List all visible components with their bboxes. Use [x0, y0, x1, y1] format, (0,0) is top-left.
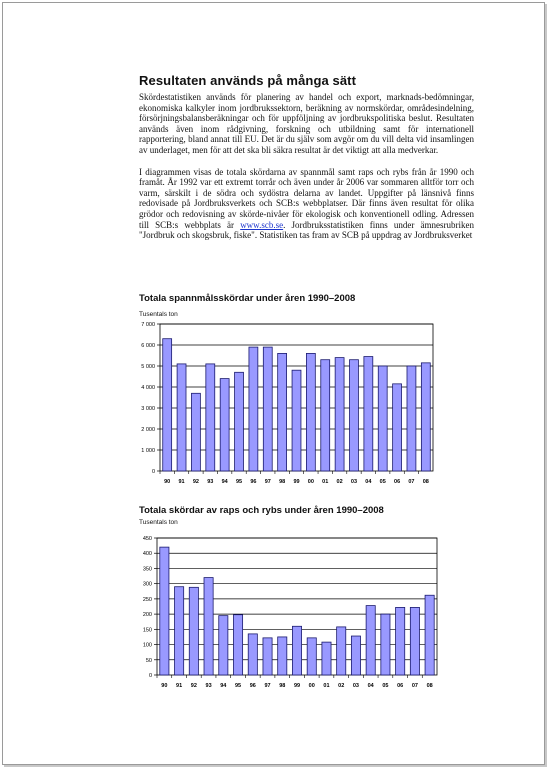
- y-tick-label: 150: [142, 627, 152, 634]
- x-tick-label-03: 03: [350, 479, 358, 485]
- bar-08: [421, 363, 430, 471]
- x-tick-label-05: 05: [379, 479, 386, 485]
- bar-03: [351, 636, 360, 675]
- bar-04: [366, 606, 375, 675]
- x-tick-label-93: 93: [207, 479, 214, 485]
- bar-08: [425, 595, 434, 675]
- y-tick-label: 2 000: [141, 427, 155, 433]
- x-tick-label-97: 97: [264, 683, 271, 689]
- y-tick-label: 0: [148, 673, 152, 679]
- bar-97: [263, 347, 272, 471]
- bar-05: [378, 366, 387, 471]
- bar-00: [307, 638, 316, 675]
- y-tick-label: 4 000: [141, 385, 155, 391]
- bar-05: [381, 614, 390, 675]
- x-tick-label-99: 99: [293, 683, 301, 689]
- bar-94: [220, 379, 229, 471]
- bar-90: [160, 547, 169, 675]
- x-tick-label-07: 07: [411, 683, 418, 689]
- bar-99: [292, 370, 301, 471]
- chart-unit-rapeseed: Tusentals ton: [139, 519, 178, 526]
- bar-91: [177, 364, 186, 471]
- bar-92: [191, 393, 200, 471]
- x-tick-label-06: 06: [394, 479, 401, 485]
- x-tick-label-92: 92: [192, 479, 199, 485]
- x-tick-label-91: 91: [176, 683, 183, 689]
- bar-01: [321, 360, 330, 471]
- x-tick-label-94: 94: [220, 683, 227, 689]
- x-tick-label-05: 05: [382, 683, 389, 689]
- x-tick-label-08: 08: [426, 683, 433, 689]
- x-tick-label-06: 06: [397, 683, 404, 689]
- y-tick-label: 200: [142, 612, 152, 619]
- x-tick-label-01: 01: [323, 683, 330, 689]
- bar-91: [175, 587, 184, 675]
- bar-03: [350, 360, 359, 471]
- y-tick-label: 350: [142, 566, 152, 573]
- document-heading: Resultaten används på många sätt: [139, 73, 357, 88]
- bar-06: [393, 384, 402, 471]
- bar-95: [235, 372, 244, 471]
- bar-92: [189, 587, 198, 675]
- bar-98: [278, 353, 287, 471]
- x-tick-label-01: 01: [322, 479, 329, 485]
- chart-title-grain: Totala spannmålsskördar under åren 1990–2008: [139, 293, 356, 304]
- x-tick-label-04: 04: [365, 479, 372, 485]
- x-tick-label-08: 08: [422, 479, 429, 485]
- bar-96: [248, 634, 257, 675]
- x-tick-label-90: 90: [164, 479, 171, 485]
- x-tick-label-96: 96: [249, 683, 256, 689]
- bar-90: [163, 339, 172, 471]
- y-tick-label: 400: [142, 551, 152, 558]
- bar-06: [396, 607, 405, 675]
- x-tick-label-03: 03: [352, 683, 360, 689]
- bar-94: [219, 616, 228, 675]
- bar-93: [204, 578, 213, 675]
- y-tick-label: 50: [145, 657, 152, 664]
- x-tick-label-92: 92: [190, 683, 197, 689]
- y-tick-label: 5 000: [141, 364, 155, 370]
- x-tick-label-98: 98: [279, 479, 286, 485]
- bar-99: [292, 626, 301, 675]
- x-tick-label-90: 90: [161, 683, 168, 689]
- rapeseed-harvest-chart: [130, 530, 440, 700]
- chart-unit-grain: Tusentals ton: [139, 311, 178, 318]
- y-tick-label: 300: [142, 581, 152, 588]
- bar-98: [278, 637, 287, 675]
- y-tick-label: 0: [151, 469, 155, 475]
- bar-02: [337, 627, 346, 675]
- bar-93: [206, 364, 215, 471]
- y-tick-label: 450: [142, 536, 152, 542]
- bar-04: [364, 357, 373, 471]
- bar-02: [335, 358, 344, 471]
- bar-07: [410, 607, 419, 675]
- chart-title-rapeseed: Totala skördar av raps och rybs under åren 1990–2008: [139, 505, 384, 516]
- grain-harvest-chart: [130, 318, 440, 493]
- bar-00: [306, 353, 315, 471]
- x-tick-label-04: 04: [367, 683, 374, 689]
- bar-01: [322, 642, 331, 675]
- paragraph-diagrams-text-end: . Jordbruksstatistiken finns under ämnesrubriken "Jordbruk och skogsbruk, fiske". Statistiken tas fram av SCB på uppdrag av Jordbruksverket: [139, 219, 475, 241]
- x-tick-label-93: 93: [205, 683, 212, 689]
- y-tick-label: 6 000: [141, 343, 155, 349]
- x-tick-label-95: 95: [235, 479, 243, 485]
- x-tick-label-97: 97: [264, 479, 271, 485]
- x-tick-label-02: 02: [338, 683, 345, 689]
- bar-95: [233, 615, 242, 675]
- document-body: [139, 73, 474, 241]
- bar-97: [263, 638, 272, 675]
- x-tick-label-99: 99: [293, 479, 300, 485]
- y-tick-label: 7 000: [141, 322, 155, 328]
- x-tick-label-02: 02: [336, 479, 343, 485]
- paragraph-usage: Skördestatistiken används för planering av handel och export, marknads-bedömningar, ekonomiska kalkyler inom jordbrukssektorn, beräkning av normskördar, områdesindelning, försörjningsbalansberäkningar och för uppföljning av jordbrukspolitiska beslut. Resultaten används även inom rådgivning, forskning och utbildning samt för internationell rapportering, bland annat till EU. Det är du själv som avgör om du vill delta vid insamlingen av underlaget, men för att det ska bli säkra resultat är det viktigt att alla medverkar.: [139, 92, 474, 155]
- x-tick-label-07: 07: [408, 479, 415, 485]
- x-tick-label-96: 96: [250, 479, 257, 485]
- paragraph-diagrams: [139, 167, 474, 241]
- paragraph-diagrams-text: I diagrammen visas de totala skördarna av spannmål samt raps och rybs från år 1990 och framåt. År 1992 var ett extremt torrår och även under år 2006 var sommaren alltför torr och varm, särskilt i de södra och sydöstra delarna av landet. Uppgifter på länsnivå finns redovisade på Jordbruksverkets och SCB:s webbplatser. Där finns även resultat för olika grödor och redovisning av skörde-nivåer för ekologisk och konventionell odling. Adressen till SCB:s webbplats är: [139, 166, 474, 230]
- bar-96: [249, 347, 258, 471]
- x-tick-label-95: 95: [234, 683, 242, 689]
- x-tick-label-00: 00: [307, 479, 314, 485]
- y-tick-label: 1 000: [141, 448, 155, 454]
- x-tick-label-00: 00: [308, 683, 315, 689]
- x-tick-label-91: 91: [178, 479, 185, 485]
- scb-website-link[interactable]: www.scb.se: [240, 219, 284, 230]
- y-tick-label: 250: [142, 596, 152, 603]
- y-tick-label: 3 000: [141, 406, 155, 412]
- x-tick-label-94: 94: [221, 479, 228, 485]
- bar-07: [407, 366, 416, 471]
- y-tick-label: 100: [142, 642, 152, 649]
- x-tick-label-98: 98: [279, 683, 286, 689]
